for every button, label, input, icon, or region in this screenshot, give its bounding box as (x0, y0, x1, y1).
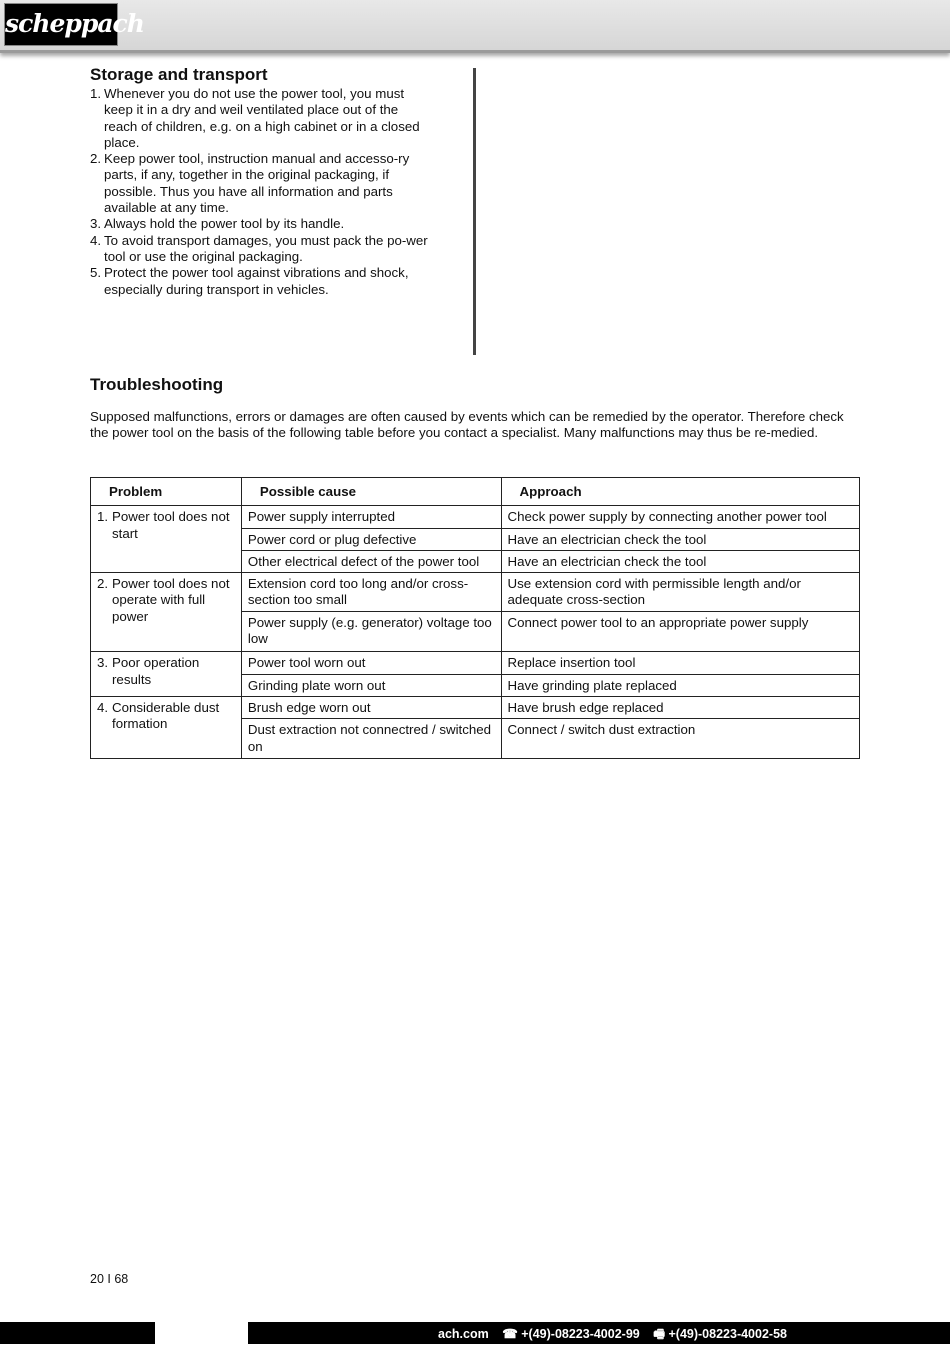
header-cause: Possible cause (241, 478, 501, 506)
problem-cell: 4. Considerable dust formation (91, 696, 242, 758)
phone-number: ☎ +(49)-08223-4002-99 (502, 1327, 640, 1341)
cause-cell: Power supply (e.g. generator) voltage too low (241, 611, 501, 652)
problem-cell: 1. Power tool does not start (91, 506, 242, 573)
troubleshooting-intro: Supposed malfunctions, errors or damages are often caused by events which can be remedied by the operator. Therefore check the power tool on the basis of the following table before you contact a specialist. Many malfunctions may thus be re-medied. (90, 409, 844, 441)
page-header (0, 0, 950, 53)
table-row (91, 573, 860, 612)
troubleshooting-table (90, 477, 860, 759)
approach-cell: Have an electrician check the tool (501, 550, 859, 572)
footer-gap (155, 1322, 248, 1344)
storage-list (90, 86, 435, 298)
table-header-row (91, 478, 860, 506)
approach-cell: Use extension cord with permissible length and/or adequate cross-section (501, 573, 859, 612)
cause-cell: Power supply interrupted (241, 506, 501, 528)
approach-cell: Have brush edge replaced (501, 696, 859, 718)
storage-section (90, 64, 435, 298)
storage-title: Storage and transport (90, 65, 268, 84)
cause-cell: Brush edge worn out (241, 696, 501, 718)
approach-cell: Replace insertion tool (501, 652, 859, 674)
scheppach-logo: scheppach (4, 3, 118, 46)
header-problem: Problem (91, 478, 242, 506)
cause-cell: Extension cord too long and/or cross-section too small (241, 573, 501, 612)
approach-cell: Check power supply by connecting another power tool (501, 506, 859, 528)
cause-cell: Power cord or plug defective (241, 528, 501, 550)
troubleshooting-title: Troubleshooting (90, 375, 224, 394)
list-item: 1. Whenever you do not use the power tool, you must keep it in a dry and weil ventilated place out of the reach of children, e.g. on a high cabinet or in a closed place. (90, 86, 420, 150)
column-divider (473, 68, 476, 355)
list-item: 5. Protect the power tool against vibrations and shock, especially during transport in vehicles. (90, 265, 409, 297)
page-number: 20 I 68 (90, 1272, 129, 1286)
problem-cell: 3. Poor operation results (91, 652, 242, 697)
table-row (91, 652, 860, 674)
cause-cell: Power tool worn out (241, 652, 501, 674)
approach-cell: Connect power tool to an appropriate power supply (501, 611, 859, 652)
fax-number: 🖷 +(49)-08223-4002-58 (653, 1327, 787, 1341)
table-row (91, 506, 860, 528)
footer-contact (438, 1325, 797, 1346)
cause-cell: Other electrical defect of the power tool (241, 550, 501, 572)
header-approach: Approach (501, 478, 859, 506)
cause-cell: Dust extraction not connectred / switched on (241, 719, 501, 759)
problem-cell: 2. Power tool does not operate with full power (91, 573, 242, 652)
cause-cell: Grinding plate worn out (241, 674, 501, 696)
approach-cell: Have an electrician check the tool (501, 528, 859, 550)
website-link[interactable]: ach.com (438, 1327, 489, 1341)
approach-cell: Connect / switch dust extraction (501, 719, 859, 759)
table-row (91, 696, 860, 718)
page-footer (0, 1322, 950, 1344)
list-item: 2. Keep power tool, instruction manual and accesso-ry parts, if any, together in the original packaging, if possible. Thus you have all information and parts available at any time. (90, 151, 410, 216)
list-item: 4. To avoid transport damages, you must pack the po-wer tool or use the original packaging. (90, 232, 428, 264)
list-item: 3. Always hold the power tool by its handle. (90, 216, 345, 232)
approach-cell: Have grinding plate replaced (501, 674, 859, 696)
